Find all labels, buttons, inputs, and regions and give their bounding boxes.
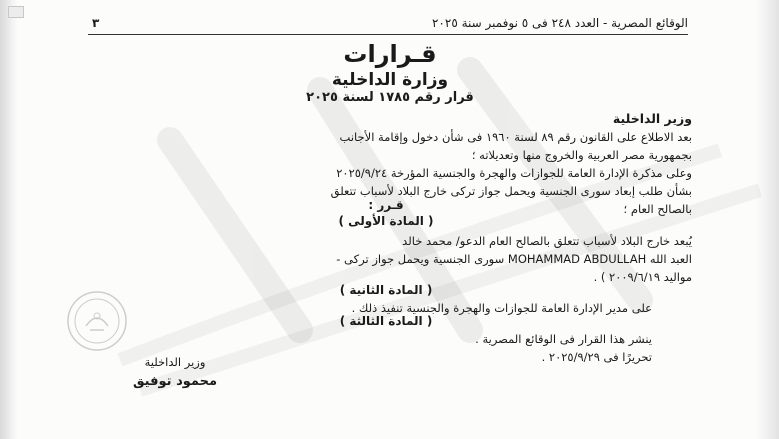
article-line: يُبعد خارج البلاد لأسباب تتعلق بالصالح العام الدعو/ محمد خالد — [402, 234, 692, 248]
header-divider — [88, 34, 688, 35]
decree-number: قرار رقم ١٧٨٥ لسنة ٢٠٢٥ — [306, 90, 474, 105]
ministry-title: وزارة الداخلية — [331, 70, 449, 90]
article-3-title: ( المادة الثالثة ) — [339, 314, 433, 328]
signature-role: وزير الداخلية — [144, 355, 206, 369]
signature-name: محمود توفيق — [132, 374, 218, 389]
preamble-line: وعلى مذكرة الإدارة العامة للجوازات والهجرة والجنسية المؤرخة ٢٠٢٥/٩/٢٤ — [336, 166, 692, 180]
article-line: على مدير الإدارة العامة للجوازات والهجرة والجنسية تنفيذ ذلك . — [351, 301, 652, 315]
article-line: مواليد ٢٠٠٩/٦/١٩ ) . — [593, 270, 692, 284]
article-2-title: ( المادة الثانية ) — [339, 283, 433, 297]
page-number: ٣ — [92, 16, 100, 30]
preamble-line: بشأن طلب إبعاد سورى الجنسية ويحمل جواز تركى خارج البلاد لأسباب تتعلق — [330, 184, 692, 198]
scan-corner-mark — [8, 6, 24, 18]
issuer-heading: وزير الداخلية — [612, 111, 692, 126]
gazette-issue-line: الوقائع المصرية - العدد ٢٤٨ فى ٥ نوفمبر سنة ٢٠٢٥ — [431, 16, 688, 30]
scan-edge-right — [755, 0, 779, 439]
decides-heading: قـرر : — [368, 198, 404, 212]
article-line: ينشر هذا القرار فى الوقائع المصرية . — [475, 332, 652, 346]
preamble-line: بالصالح العام ؛ — [623, 202, 692, 216]
official-seal — [66, 290, 128, 352]
article-1-title: ( المادة الأولى ) — [338, 214, 434, 228]
issue-date-line: تحريرًا فى ٢٠٢٥/٩/٢٩ . — [541, 350, 652, 364]
preamble-line: بعد الاطلاع على القانون رقم ٨٩ لسنة ١٩٦٠ فى شأن دخول وإقامة الأجانب — [339, 130, 692, 144]
scan-edge-left — [0, 0, 18, 439]
article-line: العبد الله MOHAMMAD ABDULLAH سورى الجنسية ويحمل جواز تركى - — [336, 252, 692, 266]
gazette-header — [88, 16, 688, 34]
section-title: قـرارات — [343, 40, 437, 68]
preamble-line: بجمهورية مصر العربية والخروج منها وتعديلاته ؛ — [471, 148, 692, 162]
